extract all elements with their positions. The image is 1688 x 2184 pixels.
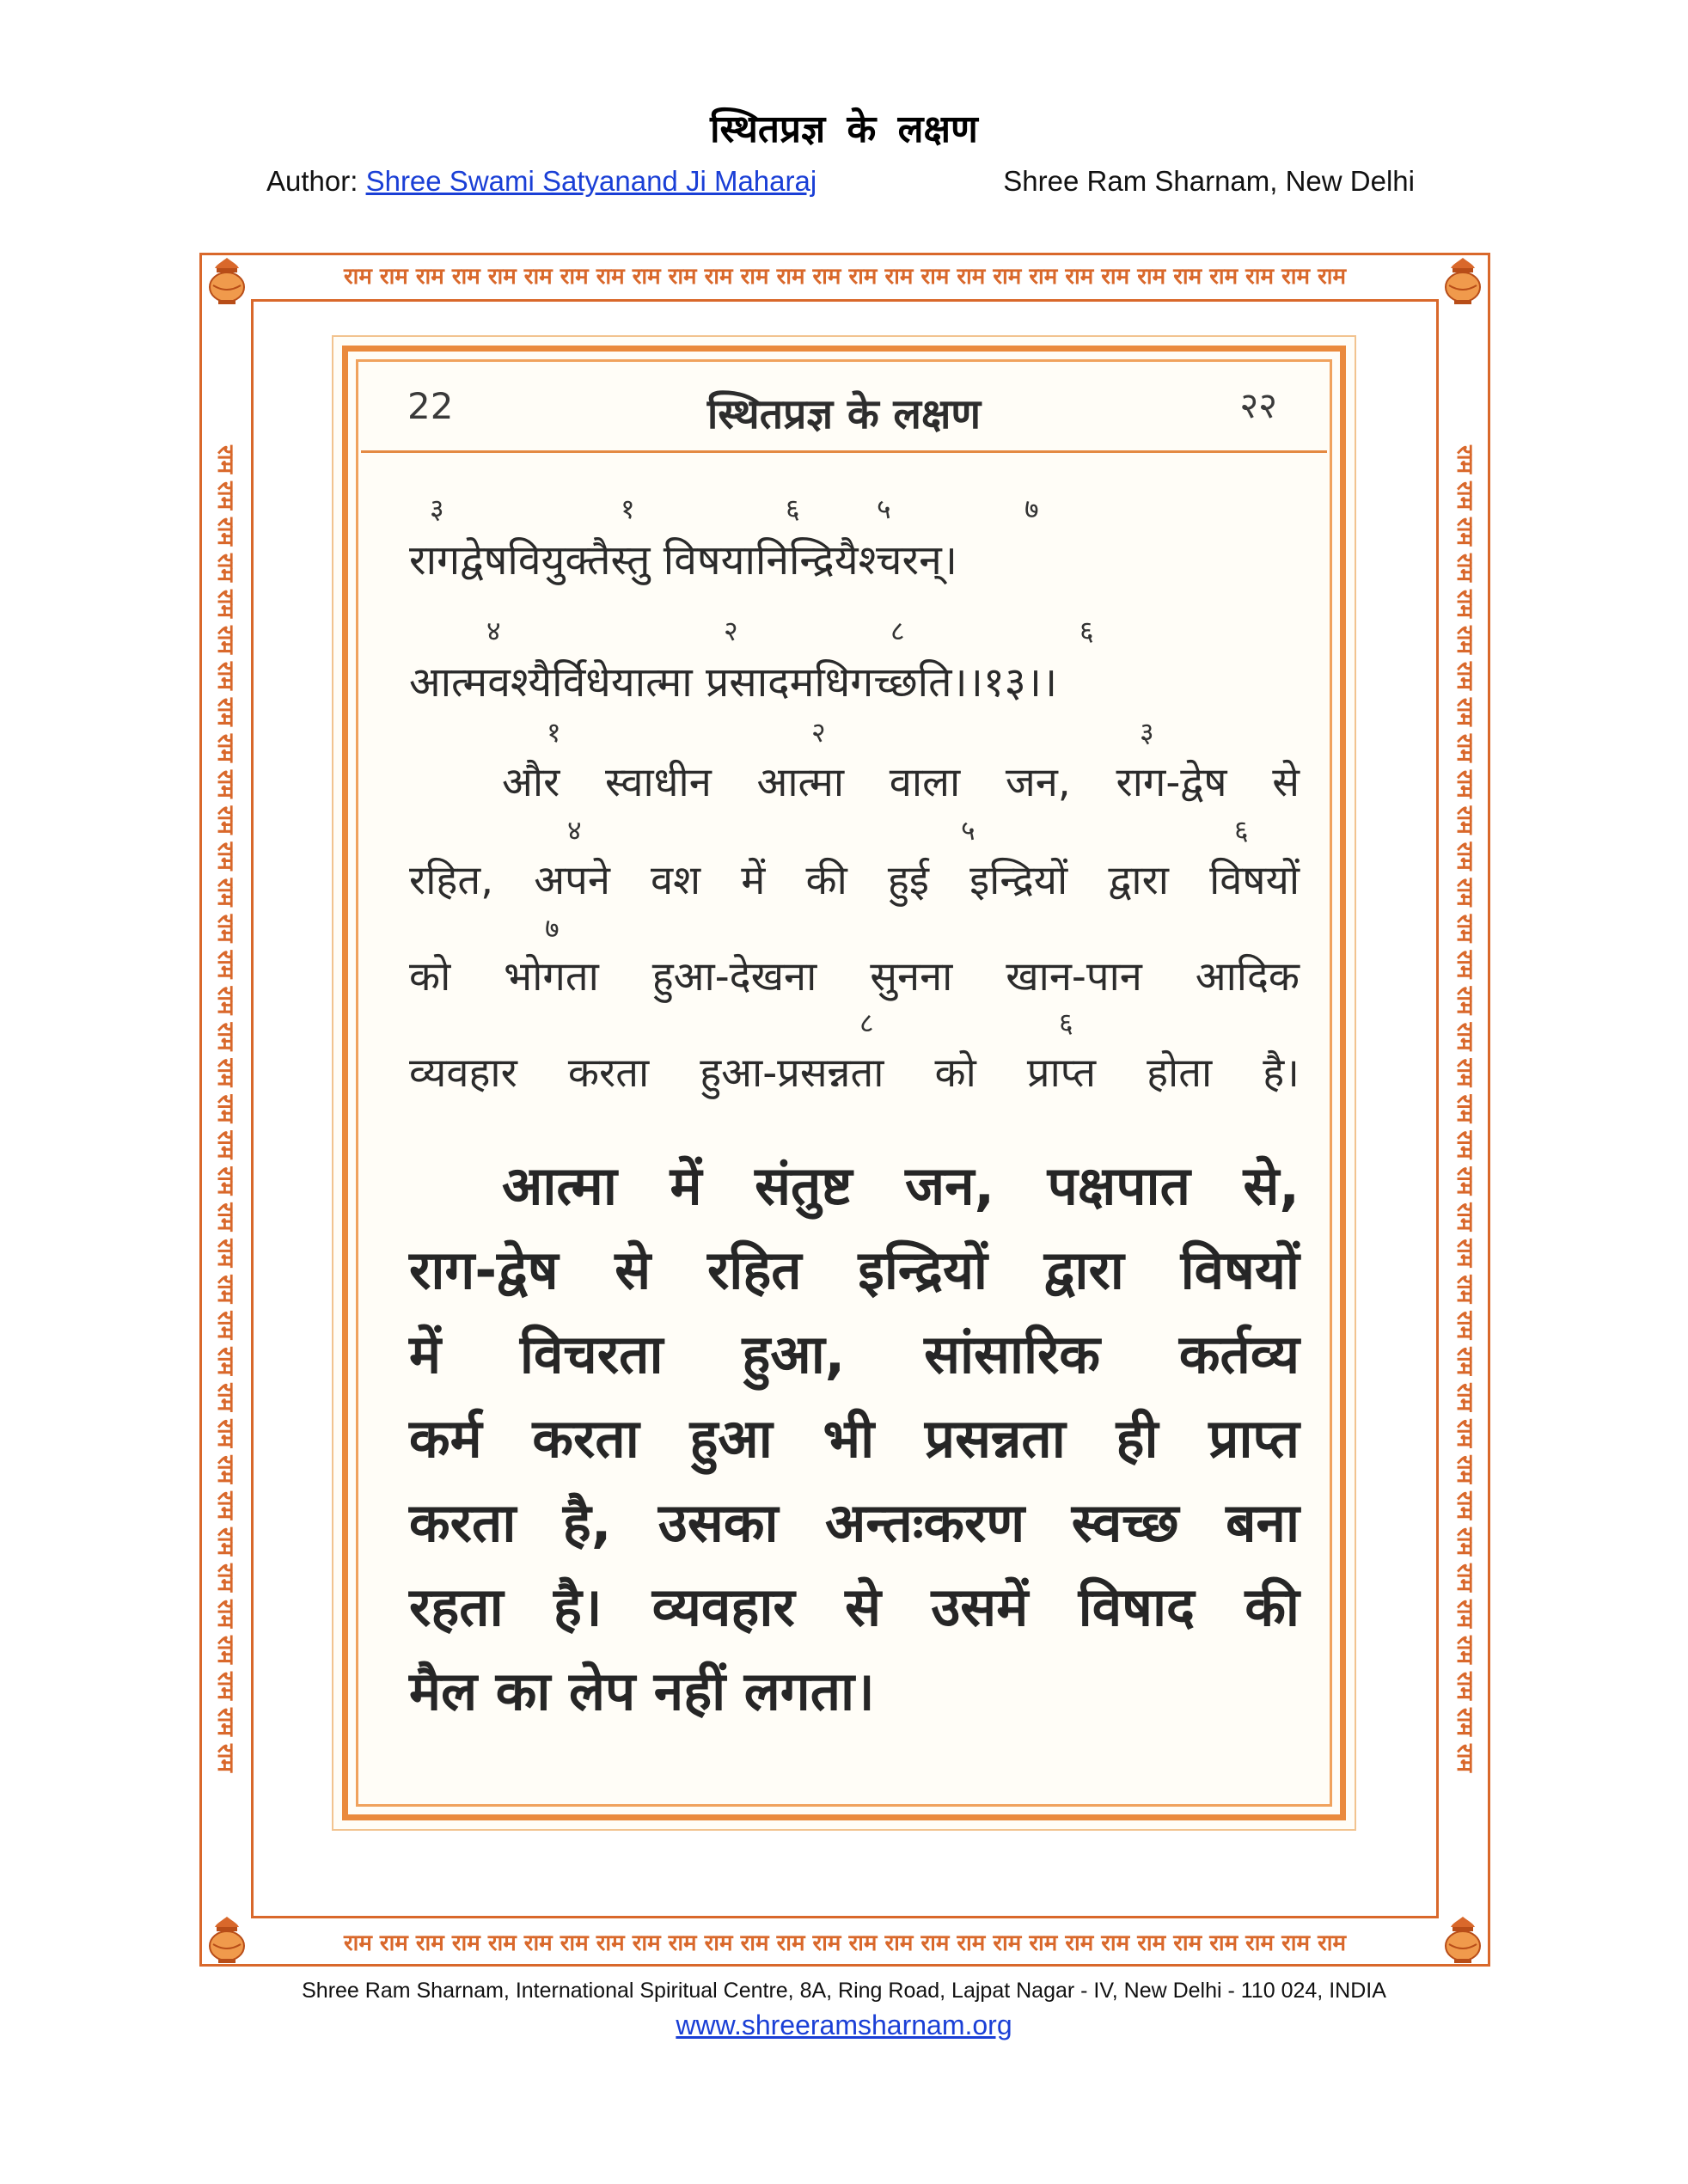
author-line — [266, 165, 816, 198]
commentary-line-5: करता है, उसका अन्तःकरण स्वच्छ बना — [409, 1491, 1300, 1554]
page-header-rule — [361, 450, 1327, 453]
kalash-icon — [1439, 254, 1487, 306]
footer-address: Shree Ram Sharnam, International Spiritual Centre, 8A, Ring Road, Lajpat Nagar - IV, New Delhi - 110 024, INDIA — [302, 1979, 1386, 2003]
author-label: Author: — [266, 165, 358, 197]
word-order-mark: ६ — [786, 492, 800, 525]
gloss-line-2: रहित, अपने वश में की हुई इन्द्रियों द्वारा विषयों — [409, 857, 1300, 904]
word-order-mark: २ — [811, 716, 826, 749]
verse-line-1: रागद्वेषवियुक्तैस्तु विषयानिन्द्रियैश्चरन्। — [409, 536, 957, 584]
ram-border-top: राम राम राम राम राम राम राम राम राम राम राम राम राम राम राम राम राम राम राम राम राम राम राम राम राम राम राम राम — [343, 264, 1347, 290]
word-order-mark: ८ — [859, 1006, 874, 1039]
commentary-line-1: आत्मा में संतुष्ट जन, पक्षपात से, — [502, 1154, 1300, 1217]
kalash-icon — [203, 254, 251, 306]
gloss-line-4: व्यवहार करता हुआ-प्रसन्नता को प्राप्त होता है। — [409, 1049, 1300, 1097]
word-order-mark: ७ — [545, 912, 560, 945]
verse-line-2: आत्मवश्यैर्विधेयात्मा प्रसादमधिगच्छति।।१३।। — [409, 658, 1058, 707]
word-order-mark: १ — [547, 716, 561, 749]
commentary-line-3: में विचरता हुआ, सांसारिक कर्तव्य — [409, 1323, 1300, 1386]
document-title: स्थितप्रज्ञ के लक्षण — [710, 107, 978, 151]
word-order-mark: ६ — [1234, 814, 1249, 847]
word-order-mark: ६ — [1059, 1006, 1073, 1039]
kalash-icon — [203, 1913, 251, 1965]
organization-name: Shree Ram Sharnam, New Delhi — [1003, 165, 1415, 197]
word-order-mark: ८ — [890, 615, 905, 647]
author-link[interactable]: Shree Swami Satyanand Ji Maharaj — [365, 165, 817, 197]
page-number-left: 22 — [407, 385, 454, 427]
commentary-line-4: कर्म करता हुआ भी प्रसन्नता ही प्राप्त — [409, 1407, 1300, 1470]
page-number-right: २२ — [1239, 384, 1277, 426]
kalash-icon — [1439, 1913, 1487, 1965]
word-order-mark: ५ — [961, 814, 975, 847]
word-order-mark: ४ — [486, 615, 501, 647]
website-link[interactable]: www.shreeramsharnam.org — [676, 2010, 1012, 2040]
commentary-line-6: रहता है। व्यवहार से उसमें विषाद की — [409, 1575, 1300, 1638]
gloss-line-1: और स्वाधीन आत्मा वाला जन, राग-द्वेष से — [502, 759, 1300, 806]
ram-border-left: राम राम राम राम राम राम राम राम राम राम राम राम राम राम राम राम राम राम राम राम राम राम राम राम राम राम राम राम राम राम राम राम राम राम राम राम राम — [212, 445, 238, 1772]
gloss-line-3: को भोगता हुआ-देखना सुनना खान-पान आदिक — [409, 953, 1300, 1000]
word-order-mark: ३ — [430, 492, 444, 525]
word-order-mark: ७ — [1024, 492, 1039, 525]
commentary-line-7: मैल का लेप नहीं लगता। — [409, 1660, 875, 1722]
word-order-mark: ५ — [877, 492, 891, 525]
ram-border-right: राम राम राम राम राम राम राम राम राम राम राम राम राम राम राम राम राम राम राम राम राम राम राम राम राम राम राम राम राम राम राम राम राम राम राम राम राम — [1452, 445, 1477, 1772]
page-heading: स्थितप्रज्ञ के लक्षण — [706, 390, 982, 438]
commentary-line-2: राग-द्वेष से रहित इन्द्रियों द्वारा विषयों — [409, 1239, 1300, 1301]
word-order-mark: ४ — [567, 814, 582, 847]
word-order-mark: ६ — [1079, 615, 1094, 647]
footer-url — [0, 2010, 1688, 2041]
ram-border-bottom: राम राम राम राम राम राम राम राम राम राम राम राम राम राम राम राम राम राम राम राम राम राम राम राम राम राम राम राम — [343, 1930, 1347, 1956]
word-order-mark: ३ — [1140, 716, 1154, 749]
word-order-mark: १ — [621, 492, 635, 525]
word-order-mark: २ — [724, 615, 738, 647]
